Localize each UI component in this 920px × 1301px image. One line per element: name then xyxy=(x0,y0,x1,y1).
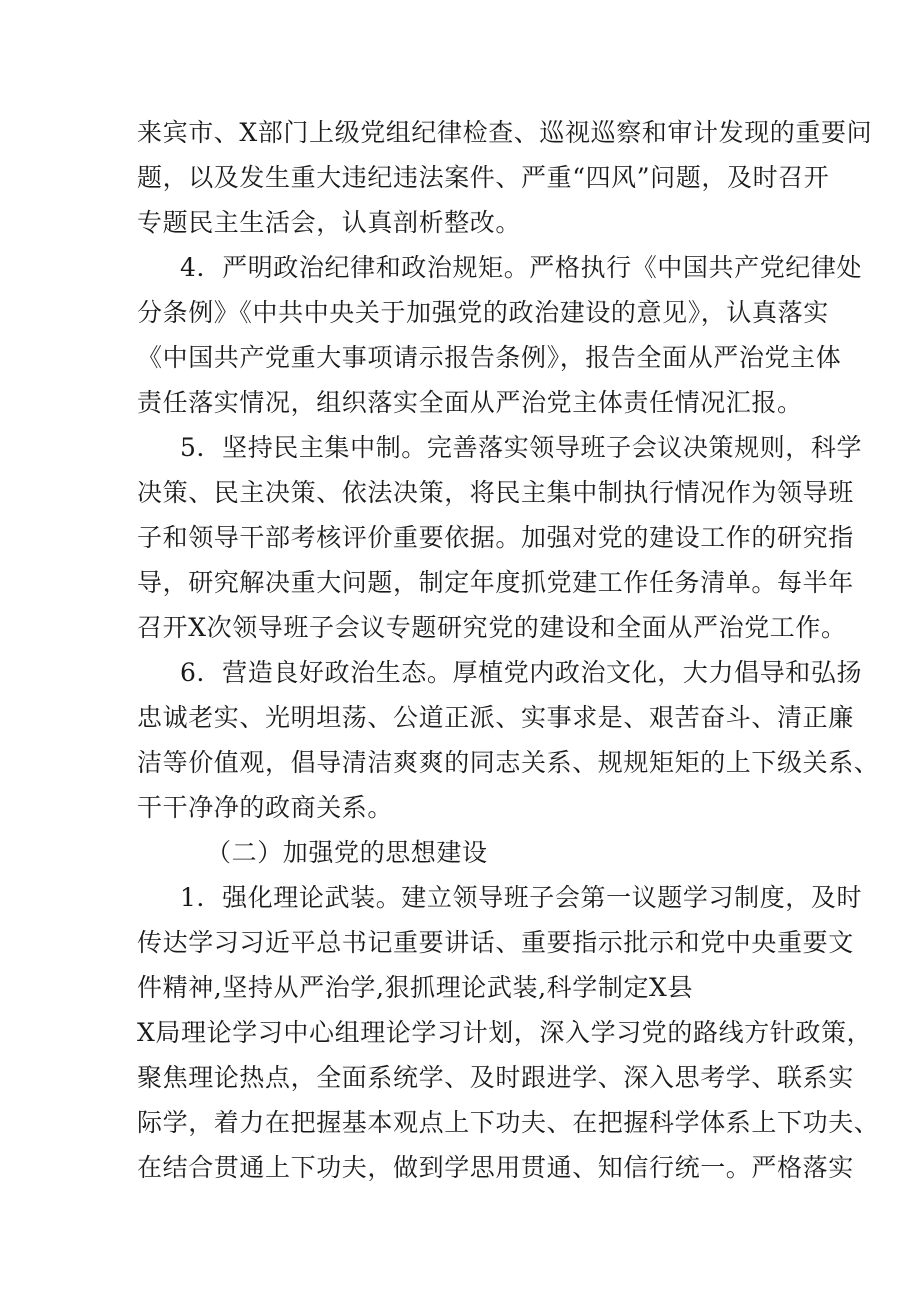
text-line: 子和领导干部考核评价重要依据。加强对党的建设工作的研究指 xyxy=(137,523,854,552)
text-line: 传达学习习近平总书记重要讲话、重要指示批示和党中央重要文 xyxy=(137,928,854,957)
paragraph-4-start: 4．严明政治纪律和政治规矩。严格执行《中国共产党纪律处 xyxy=(180,253,863,282)
text-line: 召开X次领导班子会议专题研究党的建设和全面从严治党工作。 xyxy=(137,613,847,642)
text-line: 导，研究解决重大问题，制定年度抓党建工作任务清单。每半年 xyxy=(137,568,854,597)
text-line: 来宾市、X部门上级党组纪律检查、巡视巡察和审计发现的重要问 xyxy=(137,118,873,147)
text-line: 件精神,坚持从严治学,狠抓理论武装,科学制定X县 xyxy=(137,973,694,1002)
paragraph-1-start: 1．强化理论武装。建立领导班子会第一议题学习制度，及时 xyxy=(180,883,863,912)
paragraph-5-start: 5．坚持民主集中制。完善落实领导班子会议决策规则，科学 xyxy=(180,433,863,462)
text-line: 责任落实情况，组织落实全面从严治党主体责任情况汇报。 xyxy=(137,388,803,417)
text-line: 干干净净的政商关系。 xyxy=(137,793,394,822)
text-line: 题，以及发生重大违纪违法案件、严重“四风”问题，及时召开 xyxy=(137,163,830,192)
text-line: 专题民主生活会，认真剖析整改。 xyxy=(137,208,522,237)
text-line: 际学，着力在把握基本观点上下功夫、在把握科学体系上下功夫、 xyxy=(137,1108,880,1137)
text-line: 聚焦理论热点，全面系统学、及时跟进学、深入思考学、联系实 xyxy=(137,1063,854,1092)
text-line: 在结合贯通上下功夫，做到学思用贯通、知信行统一。严格落实 xyxy=(137,1153,854,1182)
text-line: 洁等价值观，倡导清洁爽爽的同志关系、规规矩矩的上下级关系、 xyxy=(137,748,880,777)
section-heading: （二）加强党的思想建设 xyxy=(206,838,488,867)
paragraph-6-start: 6．营造良好政治生态。厚植党内政治文化，大力倡导和弘扬 xyxy=(180,658,863,687)
text-line: 分条例》《中共中央关于加强党的政治建设的意见》，认真落实 xyxy=(137,298,829,327)
text-line: 忠诚老实、光明坦荡、公道正派、实事求是、艰苦奋斗、清正廉 xyxy=(137,703,854,732)
text-line: 决策、民主决策、依法决策，将民主集中制执行情况作为领导班 xyxy=(137,478,854,507)
text-line: X局理论学习中心组理论学习计划，深入学习党的路线方针政策， xyxy=(137,1018,873,1047)
text-line: 《中国共产党重大事项请示报告条例》，报告全面从严治党主体 xyxy=(137,343,842,372)
